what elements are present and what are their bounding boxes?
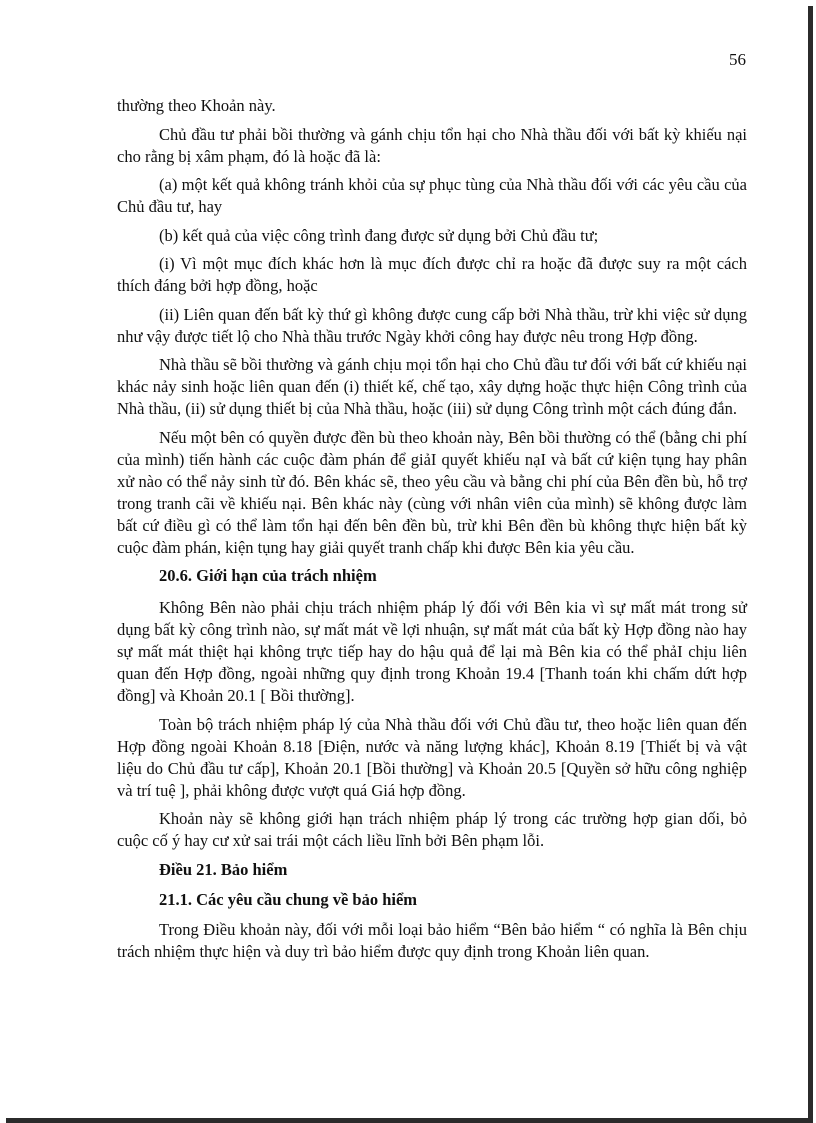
- paragraph: (b) kết quả của việc công trình đang được sử dụng bởi Chủ đầu tư;: [159, 225, 599, 245]
- article-heading: Điều 21. Bảo hiểm: [159, 859, 288, 879]
- paragraph: (i) Vì một mục đích khác hơn là mục đích được chỉ ra hoặc đã được suy ra một cách thích đáng bởi hợp đồng, hoặc: [117, 254, 747, 295]
- paragraph: Nếu một bên có quyền được đền bù theo khoản này, Bên bồi thường có thể (bằng chi phí của mình) tiến hành các cuộc đàm phán để giảI quyết khiếu nạI và bất cứ kiện tụng hay phân xử nào có thể nảy sinh từ đó. Bên khác sẽ, theo yêu cầu và bằng chi phí của Bên đền bù, hỗ trợ trong tranh cãi về khiếu nại. Bên khác này (cùng với nhân viên của mình) sẽ không được làm bất cứ điều gì có thể làm tổn hại đến bên đền bù, trừ khi Bên đền bù không thực hiện bất kỳ cuộc đàm phán, kiện tụng hay giải quyết tranh chấp khi được Bên kia yêu cầu.: [117, 427, 747, 557]
- section-heading: 21.1. Các yêu cầu chung về bảo hiểm: [159, 889, 418, 909]
- paragraph: Chủ đầu tư phải bồi thường và gánh chịu tổn hại cho Nhà thầu đối với bất kỳ khiếu nại cho rằng bị xâm phạm, đó là hoặc đã là:: [117, 124, 747, 166]
- paragraph: (ii) Liên quan đến bất kỳ thứ gì không được cung cấp bởi Nhà thầu, trừ khi việc sử dụng như vậy được tiết lộ cho Nhà thầu trước Ngày khởi công hay được nêu trong Hợp đồng.: [117, 304, 747, 346]
- paragraph: Khoản này sẽ không giới hạn trách nhiệm pháp lý trong các trường hợp gian dối, bỏ cuộc cố ý hay cư xử sai trái một cách liều lĩnh bởi Bên phạm lỗi.: [117, 809, 747, 850]
- paragraph: Trong Điều khoản này, đối với mỗi loại bảo hiểm “Bên bảo hiểm “ có nghĩa là Bên chịu trách nhiệm thực hiện và duy trì bảo hiểm được quy định trong Khoản liên quan.: [117, 919, 747, 961]
- paragraph: (a) một kết quả không tránh khỏi của sự phục tùng của Nhà thầu đối với các yêu cầu của Chủ đầu tư, hay: [117, 175, 747, 216]
- section-heading: 20.6. Giới hạn của trách nhiệm: [159, 566, 377, 585]
- page-edge-shadow-right: [808, 6, 813, 1123]
- paragraph: Toàn bộ trách nhiệm pháp lý của Nhà thầu đối với Chủ đầu tư, theo hoặc liên quan đến Hợp đồng ngoài Khoản 8.18 [Điện, nước và năng lượng khác], Khoản 8.19 [Thiết bị và vật liệu do Chủ đầu tư cấp], Khoản 20.1 [Bồi thường] và Khoản 20.5 [Quyền sở hữu công nghiệp và trí tuệ ], phải không được vượt quá Giá hợp đồng.: [117, 714, 747, 800]
- paragraph: thường theo Khoản này.: [117, 96, 276, 115]
- document-body: [117, 95, 747, 969]
- page-number: 56: [729, 50, 746, 69]
- page-edge-shadow-bottom: [6, 1118, 813, 1123]
- paragraph: Nhà thầu sẽ bồi thường và gánh chịu mọi tổn hại cho Chủ đầu tư đối với bất cứ khiếu nại khác nảy sinh hoặc liên quan đến (i) thiết kế, chế tạo, xây dựng hoặc thực hiện Công trình của Nhà thầu, (ii) sử dụng thiết bị của Nhà thầu, hoặc (iii) sử dụng Công trình một cách đúng đắn.: [117, 355, 747, 418]
- paragraph: Không Bên nào phải chịu trách nhiệm pháp lý đối với Bên kia vì sự mất mát trong sử dụng bất kỳ công trình nào, sự mất mát về lợi nhuận, sự mất mát của bất kỳ Hợp đồng nào hay sự mất mát thiệt hại không trực tiếp hay do hậu quả để lại mà Bên kia có thể phảI chịu liên quan đến Hợp đồng, ngoài những quy định trong Khoản 19.4 [Thanh toán khi chấm dứt hợp đồng] và Khoản 20.1 [ Bồi thường].: [117, 598, 747, 705]
